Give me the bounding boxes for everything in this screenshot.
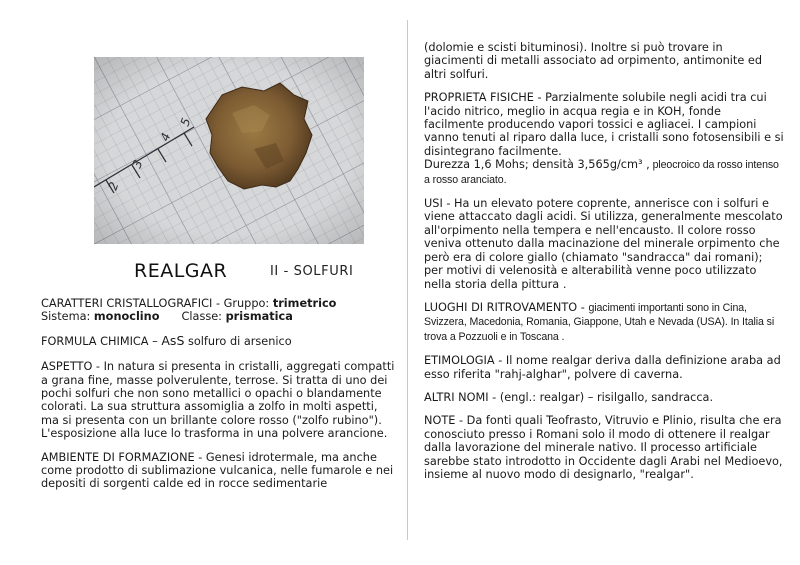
column-divider [407,20,408,540]
mineral-photo-graphic [94,57,364,244]
formula-value: AsS [161,332,185,348]
ambiente-section: AMBIENTE DI FORMAZIONE - Genesi idrotermale, ma anche come prodotto di sublimazione vulcanica, nelle fumarole e nei depositi di sorgenti calde ed in rocce sedimentarie [41,450,394,491]
gruppo-value: trimetrico [272,297,337,310]
luoghi-section: LUOGHI DI RITROVAMENTO - giacimenti importanti sono in Cina, Svizzera, Macedonia, Romania, Giappone, Utah e Nevada (USA). In Italia si trova a Pozzuoli e in Toscana . [424,300,775,343]
mineral-photo [94,57,364,244]
classe-value: prismatica [225,310,293,324]
sistema-value: monoclino [93,310,160,324]
aspetto-section: ASPETTO - In natura si presenta in cristalli, aggregati compatti a grana fine, masse polverulente, terrose. Si tratta di uno dei pochi solfuri che non sono metallici o opachi o blandamente colorati. La sua struttura assomiglia a zolfo in molti aspetti, ma si presenta con un brillante colore rosso ("zolfo rubino"). L'esposizione alla luce lo trasforma in una polvere arancione. [41,360,395,441]
pleocroico-text: pleocroico da rosso intenso a rosso aranciato. [424,159,779,186]
altri-nomi-section: ALTRI NOMI - (engl.: realgar) – risilgallo, sandracca. [424,390,714,404]
ambiente-continuation: (dolomie e scisti bituminosi). Inoltre si può trovare in giacimenti di metalli associato ad orpimento, antimonite ed altri solfuri. [424,41,763,81]
usi-section: USI - Ha un elevato potere coprente, annerisce con i solfuri e viene attaccato dagli acidi. Si utilizza, generalmente mescolato all'orpimento nella tempera e nell'encausto. Il colore rosso veniva ottenuto dalla macinazione del minerale orpimento che però era di colore giallo (chiamato "sandracca" dai romani); per motivi di velenosità e alterabilità venne poco utilizzato nella storia della pittura . [424,197,783,291]
mineral-class: II - SOLFURI [270,264,354,279]
proprieta-section: PROPRIETA FISICHE - Parzialmente solubile negli acidi tra cui l'acido nitrico, meglio in acqua regia e in KOH, fonde facilmente producendo vapori tossici e agliacei. I campioni vanno tenuti al riparo dalla luce, i cristalli sono fotosensibili e si disintegrano facilmente. Durezza 1,6 Mohs; densità 3,565g/cm³ , pleocroico da rosso intenso a rosso aranciato. [424,91,784,186]
note-section: NOTE - Da fonti quali Teofrasto, Vitruvio e Plinio, risulta che era conosciuto presso i Romani solo il modo di ottenere il realgar dalla lavorazione del minerale nativo. Il processo artificiale sarebbe stato introdotto in Occidente dagli Arabi nel Medioevo, insieme al nuovo modo di designarlo, "realgar". [424,414,783,481]
durezza-text: Durezza 1,6 Mohs; densità 3,565g/cm³ , [424,158,650,172]
mineral-title: REALGAR [134,260,228,282]
cristallografia-section: CARATTERI CRISTALLOGRAFICI - Gruppo: trimetrico Sistema: monoclino Classe: prismatica [41,297,337,324]
etimologia-section: ETIMOLOGIA - Il nome realgar deriva dalla definizione araba ad esso riferita "rahj-alghar", polvere di caverna. [424,354,781,381]
left-column [41,297,396,501]
right-column [424,41,784,491]
formula-section: FORMULA CHIMICA – AsS solfuro di arsenico [41,332,292,348]
